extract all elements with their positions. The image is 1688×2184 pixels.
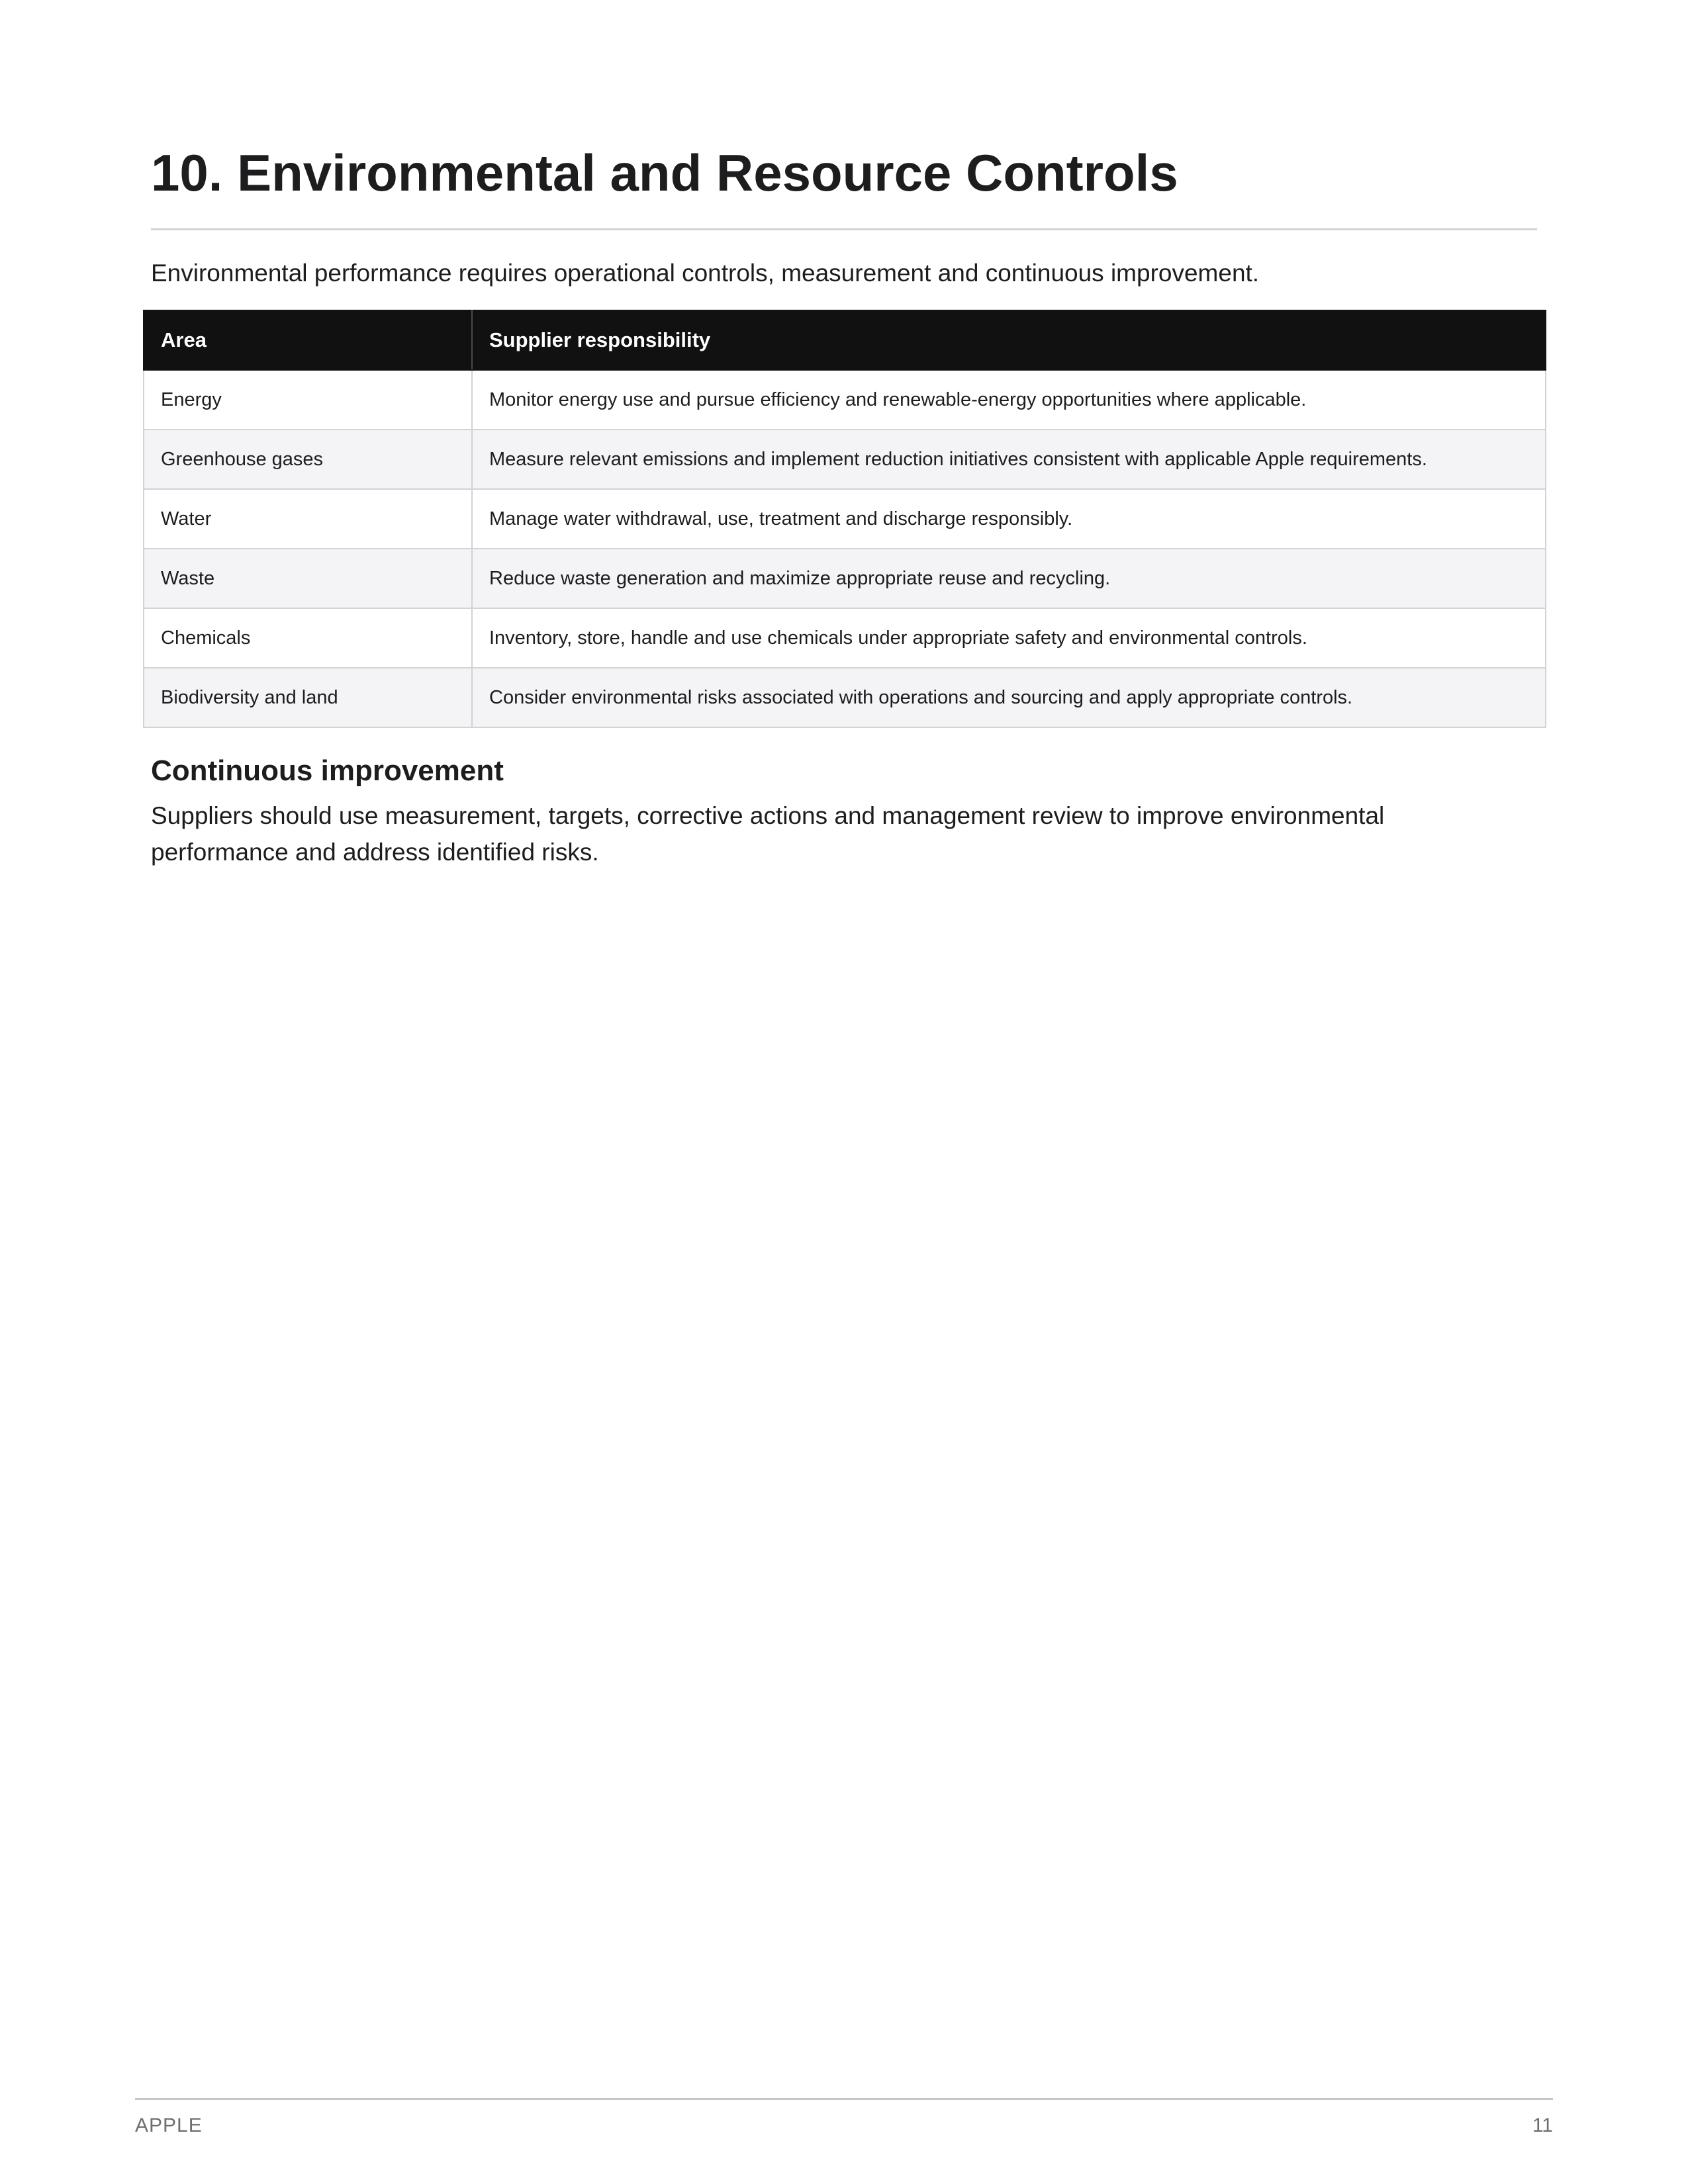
footer-divider	[135, 2098, 1553, 2100]
page-title: 10. Environmental and Resource Controls	[151, 144, 1178, 202]
table-header-row	[144, 310, 1546, 370]
table-row	[144, 430, 1546, 489]
responsibility-cell: Manage water withdrawal, use, treatment and discharge responsibly.	[472, 489, 1546, 549]
table-row	[144, 549, 1546, 608]
column-header-supplier-responsibility: Supplier responsibility	[472, 310, 1546, 370]
footer-page-number: 11	[1532, 2115, 1553, 2136]
responsibility-cell: Reduce waste generation and maximize appropriate reuse and recycling.	[472, 549, 1546, 608]
area-cell: Energy	[144, 370, 472, 430]
responsibility-cell: Inventory, store, handle and use chemicals under appropriate safety and environmental controls.	[472, 608, 1546, 668]
area-cell: Waste	[144, 549, 472, 608]
section-body: Suppliers should use measurement, targets, corrective actions and management review to improve environmental performance and address identified risks.	[151, 802, 1385, 866]
table-row	[144, 608, 1546, 668]
responsibility-cell: Measure relevant emissions and implement reduction initiatives consistent with applicable Apple requirements.	[472, 430, 1546, 489]
area-cell: Chemicals	[144, 608, 472, 668]
table-row	[144, 489, 1546, 549]
responsibility-cell: Monitor energy use and pursue efficiency and renewable-energy opportunities where applicable.	[472, 370, 1546, 430]
area-cell: Biodiversity and land	[144, 668, 472, 727]
footer-company: APPLE	[135, 2115, 203, 2136]
column-header-area: Area	[144, 310, 472, 370]
responsibility-table	[143, 310, 1546, 728]
intro-paragraph: Environmental performance requires operational controls, measurement and continuous improvement.	[151, 259, 1260, 287]
table-row	[144, 668, 1546, 727]
section-heading: Continuous improvement	[151, 754, 504, 787]
title-divider	[151, 228, 1537, 230]
table-row	[144, 370, 1546, 430]
area-cell: Greenhouse gases	[144, 430, 472, 489]
responsibility-cell: Consider environmental risks associated with operations and sourcing and apply appropriate controls.	[472, 668, 1546, 727]
area-cell: Water	[144, 489, 472, 549]
